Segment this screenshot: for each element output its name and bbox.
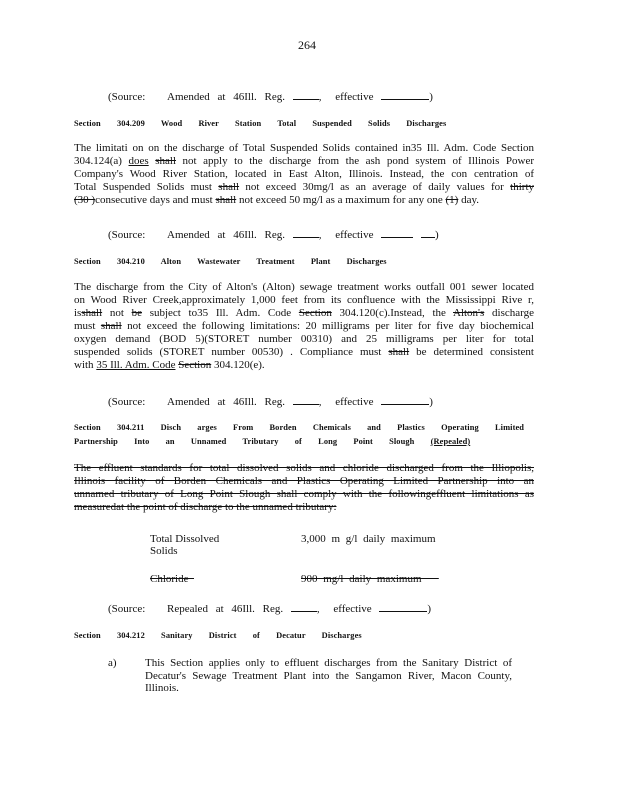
source-label: (Source: <box>108 603 146 615</box>
body-line: 304.124(a) does shall not apply to the discharge from the ash pond system of Illinois Power <box>74 155 534 167</box>
effective-label: effective <box>335 91 374 103</box>
reg-blank <box>293 227 319 238</box>
heading-text: Partnership Into an Unnamed Tributary of Long Point Slough <box>74 437 415 446</box>
source-text: Repealed at 46Ill. Reg. <box>167 603 284 615</box>
section-heading: Section 304.210 Alton Wastewater Treatment Plant Discharges <box>74 257 387 266</box>
source-note: (Source: Repealed at 46Ill. Reg. , effective ) <box>108 603 432 615</box>
source-note: (Source: Amended at 46Ill. Reg. , effective ) <box>108 91 433 103</box>
body-line: suspended solids (STORET number 00530) . Compliance must shall be determined consistent <box>74 346 534 358</box>
limit-value: 3,000 m g/l daily maximum <box>301 533 436 545</box>
page-number: 264 <box>298 38 316 52</box>
reg-blank <box>293 89 319 100</box>
section-heading-cont <box>74 437 489 446</box>
effective-blank <box>381 394 429 405</box>
source-note: (Source: Amended at 46Ill. Reg. , effective ) <box>108 396 433 408</box>
source-label: (Source: <box>108 229 146 241</box>
effective-blank <box>381 227 413 238</box>
repealed-tag: (Repealed) <box>430 437 471 446</box>
section-heading: Section 304.212 Sanitary District of Decatur Discharges <box>74 631 362 640</box>
effective-label: effective <box>335 229 374 241</box>
body-line: The effluent standards for total dissolved solids and chloride discharged from the Illiopolis, <box>74 462 534 474</box>
body-line: isshall not be subject to35 Ill. Adm. Code Section 304.120(c).Instead, the Alton's discharge <box>74 307 534 319</box>
body-line: must shall not exceed the following limitations: 20 milligrams per liter for five day biochemical <box>74 320 534 332</box>
body-line: on Wood River Creek,approximately 1,000 feet from its confluence with the Mississippi Rive r, <box>74 294 534 306</box>
body-line: The limitati on on the discharge of Total Suspended Solids contained in35 Ill. Adm. Code Section <box>74 142 534 154</box>
body-line: measuredat the point of discharge to the unnamed tributary: <box>74 501 337 513</box>
effective-blank <box>421 227 435 238</box>
body-line: Company's Wood River Station, located in East Alton, Illinois. Instead, the con centration of <box>74 168 534 180</box>
effective-blank <box>381 89 429 100</box>
limit-param: Total Dissolved <box>150 533 220 545</box>
source-text: Amended at 46Ill. Reg. <box>167 396 285 408</box>
body-line: with 35 Ill. Adm. Code Section 304.120(e). <box>74 359 265 371</box>
source-label: (Source: <box>108 396 146 408</box>
section-body <box>74 462 534 514</box>
reg-blank <box>293 394 319 405</box>
reg-blank <box>291 601 317 612</box>
limit-param: Chloride <box>150 573 189 585</box>
body-line: unnamed tributary of Long Point Slough shall comply with the followingeffluent limitations as <box>74 488 534 500</box>
item-line: This Section applies only to effluent discharges from the Sanitary District of <box>145 657 512 669</box>
limit-param: Solids <box>150 545 178 557</box>
body-line: Total Suspended Solids must shall not exceed 30mg/l as an average of daily values for thirty <box>74 181 534 193</box>
source-label: (Source: <box>108 91 146 103</box>
item-label: a) <box>108 657 117 669</box>
section-body <box>74 142 534 207</box>
source-text: Amended at 46Ill. Reg. <box>167 91 285 103</box>
section-heading: Section 304.209 Wood River Station Total Suspended Solids Discharges <box>74 119 447 128</box>
source-note: (Source: Amended at 46Ill. Reg. , effective ) <box>108 229 439 241</box>
item-line: Decatur's Sewage Treatment Plant into the Sangamon River, Macon County, <box>145 669 512 682</box>
body-line: Illinois facility of Borden Chemicals and Plastics Operating Limited Partnership into an <box>74 475 534 487</box>
body-line: (30 )consecutive days and must shall not exceed 50 mg/l as a maximum for any one (1) day. <box>74 194 479 206</box>
item-line: Illinois. <box>145 682 179 694</box>
body-line: oxygen demand (BOD 5)(STORET number 00310) and 25 milligrams per liter for total <box>74 333 534 345</box>
body-line: The discharge from the City of Alton's (Alton) sewage treatment works outfall 001 sewer located <box>74 281 534 293</box>
limit-value: 900 mg/l daily maximum <box>301 573 422 585</box>
effective-label: effective <box>335 396 374 408</box>
effective-blank <box>379 601 427 612</box>
section-heading: Section 304.211 Disch arges From Borden Chemicals and Plastics Operating Limited <box>74 423 525 432</box>
section-body <box>74 281 534 372</box>
source-text: Amended at 46Ill. Reg. <box>167 229 285 241</box>
item-body <box>145 657 512 695</box>
effective-label: effective <box>333 603 372 615</box>
